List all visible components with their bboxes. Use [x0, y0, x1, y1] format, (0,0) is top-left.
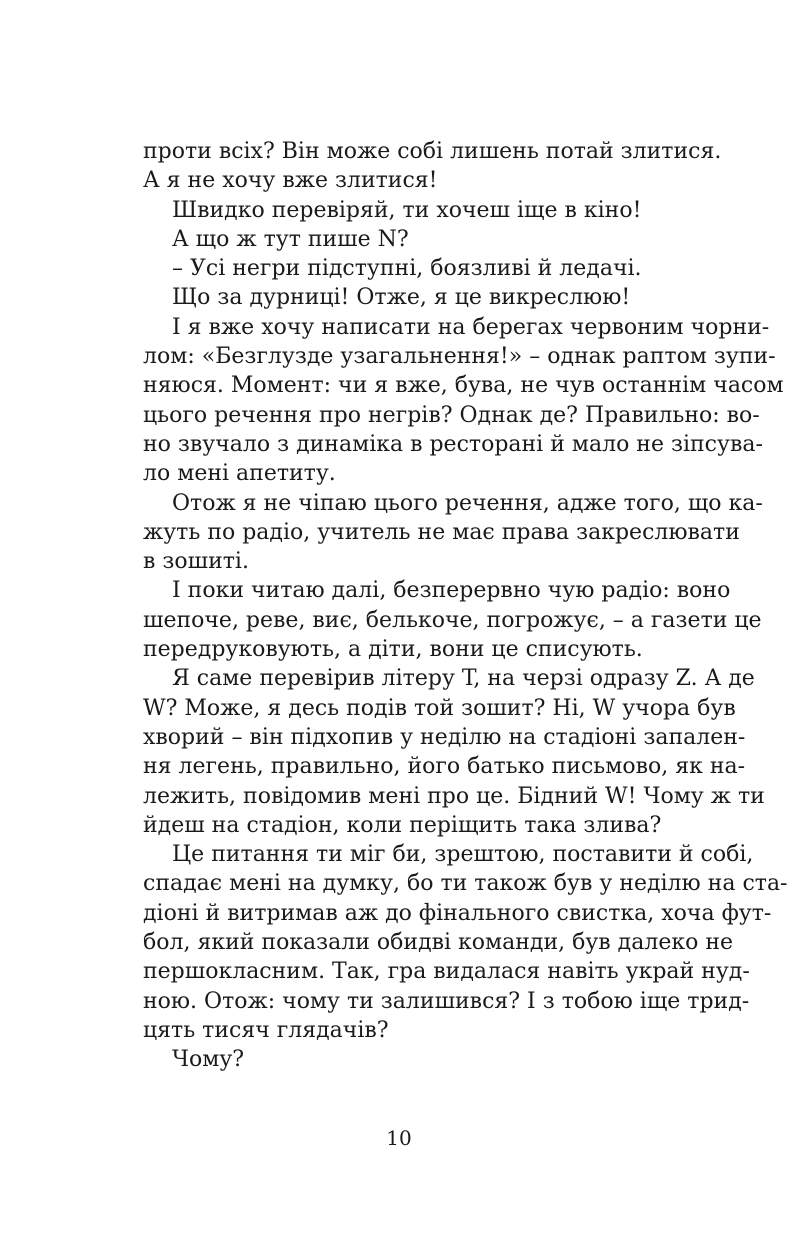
text-line: цього речення про негрів? Однак де? Правильно: во-: [143, 402, 760, 428]
paragraph: [143, 137, 722, 196]
text-line: спадає мені на думку, бо ти також був у неділю на ста-: [143, 871, 788, 897]
paragraph: [143, 840, 788, 1045]
text-line: І я вже хочу написати на берегах червоним чорни-: [172, 314, 770, 340]
text-line: проти всіх? Він може собі лишень потай злитися.: [143, 139, 722, 164]
paragraph: [143, 313, 784, 489]
text-line: передруковують, а діти, вони це списують.: [143, 637, 643, 663]
text-line: Отож я не чіпаю цього речення, адже того, що ка-: [172, 490, 763, 516]
text-line: І поки читаю далі, безперервно чую радіо: воно: [172, 578, 731, 604]
text-line: Я саме перевірив літеру T, на черзі одразу Z. А де: [172, 666, 755, 692]
text-line: першокласним. Так, гра видалася навіть украй нуд-: [143, 959, 750, 985]
text-line: А що ж тут пише N?: [172, 226, 409, 252]
text-line: жуть по радіо, учитель не має права закреслювати: [143, 519, 740, 545]
page-number: 10: [386, 1126, 412, 1150]
text-line: но звучало з динаміка в ресторані й мало не зіпсува-: [143, 431, 763, 457]
text-line: ло мені апетиту.: [143, 461, 336, 487]
text-line: лежить, повідомив мені про це. Бідний W! Чому ж ти: [143, 783, 765, 809]
text-line: йдеш на стадіон, коли періщить така злива?: [143, 812, 662, 838]
text-line: бол, який показали обидві команди, був далеко не: [143, 930, 734, 956]
text-line: Що за дурниці! Отже, я це викреслюю!: [172, 285, 631, 311]
text-line: W? Може, я десь подів той зошит? Ні, W учора був: [143, 695, 736, 721]
text-line: шепоче, реве, виє, белькоче, погрожує, – а газети це: [143, 607, 762, 633]
paragraph: [143, 489, 763, 577]
text-line: діоні й витримав аж до фінального свистка, хоча фут-: [143, 900, 772, 926]
text-line: ною. Отож: чому ти залишився? І з тобою іще трид-: [143, 988, 750, 1014]
text-line: Чому?: [172, 1047, 245, 1073]
text-line: А я не хочу вже злитися!: [143, 168, 438, 194]
text-line: цять тисяч глядачів?: [143, 1017, 389, 1043]
paragraph: [143, 283, 696, 312]
text-line: лом: «Безглузде узагальнення!» – однак раптом зупи-: [143, 344, 776, 370]
text-line: Це питання ти міг би, зрештою, поставити й собі,: [172, 842, 754, 868]
text-line: няюся. Момент: чи я вже, бува, не чув останнім часом: [143, 373, 784, 399]
paragraph: [143, 664, 765, 840]
text-line: – Усі негри підступні, боязливі й ледачі.: [172, 256, 642, 282]
paragraph: [143, 1045, 696, 1074]
paragraph: [143, 576, 762, 664]
text-line: в зошиті.: [143, 549, 249, 575]
paragraph: [143, 196, 696, 225]
text-line: Швидко перевіряй, ти хочеш іще в кіно!: [172, 197, 642, 223]
paragraph: [143, 254, 696, 283]
text-line: ня легень, правильно, його батько письмово, як на-: [143, 754, 746, 780]
body-text: [143, 137, 788, 1075]
text-line: хворий – він підхопив у неділю на стадіоні запален-: [143, 724, 746, 750]
paragraph: [143, 225, 696, 254]
